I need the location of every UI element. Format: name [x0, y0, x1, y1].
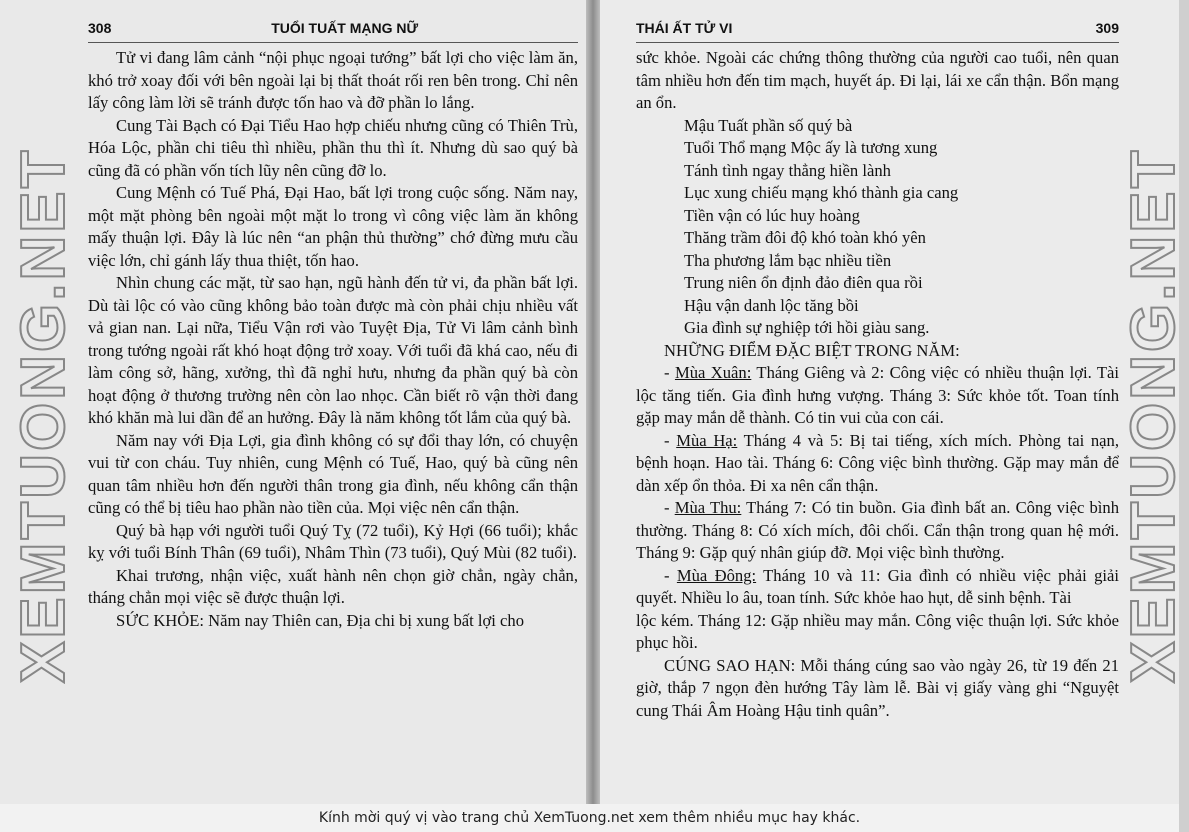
season-paragraph: - Mùa Xuân: Tháng Giêng và 2: Công việc có nhiều thuận lợi. Tài lộc tăng tiến. Gia đình hưng vượng. Tháng 3: Sức khỏe tốt. Toan tính gặp may mắn dễ thành. Có tin vui của con cái.: [636, 363, 1119, 427]
verse-line: Hậu vận danh lộc tăng bồi: [684, 295, 859, 315]
right-page: [592, 0, 1188, 804]
season-text: Tháng Giêng và 2: Công việc có nhiều thuận lợi. Tài lộc tăng tiến. Gia đình hưng vượng. Tháng 3: Sức khỏe tốt. Toan tính gặp may mắn dễ thành. Có tin vui của con cái.: [636, 363, 1119, 427]
verse-line: Tuổi Thổ mạng Mộc ấy là tương xung: [684, 138, 938, 157]
verse-line: Tha phương lắm bạc nhiều tiền: [684, 250, 892, 270]
season-paragraph: - Mùa Hạ: Tháng 4 và 5: Bị tai tiếng, xích mích. Phòng tai nạn, bệnh hoạn. Hao tài. Tháng 6: Công việc bình thường. Gặp may mắn để dàn xếp ổn thỏa. Đi xa nên cẩn thận.: [636, 430, 1119, 495]
footer-banner: Kính mời quý vị vào trang chủ XemTuong.net xem thêm nhiều mục hay khác.: [0, 804, 1179, 832]
watermark-left: XEMTUONG.NET: [9, 147, 78, 683]
verse-line: Thăng trầm đôi độ khó toàn khó yên: [684, 228, 926, 247]
verse-line: Lục xung chiếu mạng khó thành gia cang: [684, 183, 959, 202]
right-page-header: [636, 20, 1119, 43]
left-page-header: [88, 20, 578, 43]
left-page: [0, 0, 592, 804]
verse-line: Tiền vận có lúc huy hoàng: [684, 205, 860, 225]
right-opening-paragraph: sức khỏe. Ngoài các chứng thông thường của người cao tuổi, nên quan tâm nhiều hơn đến tim mạch, huyết áp. Đi lại, lái xe cẩn thận. Bổn mạng an ổn.: [636, 48, 1119, 112]
left-running-header: TUỔI TUẤT MẠNG NỮ: [271, 20, 419, 36]
season-paragraph: - Mùa Thu: Tháng 7: Có tin buồn. Gia đình bất an. Công việc bình thường. Tháng 8: Có xích mích, đôi chối. Cẩn thận trong quan hệ mới. Tháng 9: Gặp quý nhân giúp đỡ. Mọi việc bình thường.: [636, 498, 1120, 562]
season-continuation: lộc kém. Tháng 12: Gặp nhiều may mắn. Công việc thuận lợi. Sức khỏe phục hồi.: [636, 610, 1119, 652]
special-heading: NHỮNG ĐIỂM ĐẶC BIỆT TRONG NĂM:: [664, 340, 960, 360]
book-gutter: [586, 0, 600, 804]
closing-paragraph: CÚNG SAO HẠN: Mỗi tháng cúng sao vào ngày 26, từ 19 đến 21 giờ, thắp 7 ngọn đèn hướng Tây làm lễ. Bài vị giấy vàng ghi “Nguyệt cung Thái Âm Hoàng Hậu tinh quân”.: [636, 655, 1119, 720]
left-paragraph: Khai trương, nhận việc, xuất hành nên chọn giờ chẳn, ngày chẳn, tháng chẳn mọi việc sẽ được thuận lợi.: [88, 565, 578, 607]
left-paragraph: Quý bà hạp với người tuổi Quý Tỵ (72 tuổi), Kỷ Hợi (66 tuổi); khắc kỵ với tuổi Bính Thân (69 tuổi), Nhâm Thìn (73 tuổi), Quý Mùi (82 tuổi).: [88, 520, 578, 562]
left-paragraph: SỨC KHỎE: Năm nay Thiên can, Địa chi bị xung bất lợi cho: [116, 610, 524, 630]
right-running-header: THÁI ẤT TỬ VI: [636, 20, 733, 36]
season-name: Mùa Thu:: [674, 498, 742, 517]
verse-line: Gia đình sự nghiệp tới hồi giàu sang.: [684, 318, 930, 337]
verse-line: Tánh tình ngay thẳng hiền lành: [684, 160, 891, 180]
left-page-number: 308: [88, 20, 112, 36]
left-paragraph: Nhìn chung các mặt, từ sao hạn, ngũ hành đến tử vi, đa phần bất lợi. Dù tài lộc có vào cũng không bảo toàn được mà còn phải chịu nhiều vất vả gian nan. Lại nữa, Tiểu Vận rơi vào Tuyệt Địa, Tử Vi lâm cảnh bình trong tướng ngoài rất khó hoạt động trở xoay. Với tuổi đã khá cao, nếu đi làm công sở, hãng, xưởng, thì đã nghỉ hưu, nhưng đa phần quý bà còn hoạt động ở thương trường nên còn lao nhọc. Cần biết rõ vận thời đang khó khăn mà lui dần để an hưởng. Đây là năm không tốt lắm của quý bà.: [88, 273, 578, 427]
season-text: Tháng 7: Có tin buồn. Gia đình bất an. Công việc bình thường. Tháng 8: Có xích mích, đôi chối. Cẩn thận trong quan hệ mới. Tháng 9: Gặp quý nhân giúp đỡ. Mọi việc bình thường.: [636, 498, 1120, 562]
right-page-number: 309: [1095, 20, 1119, 36]
season-paragraph: - Mùa Đông: Tháng 10 và 11: Gia đình có nhiều việc phải giải quyết. Nhiều lo âu, toan tính. Sức khỏe hao hụt, dễ sinh bệnh. Tài: [636, 565, 1119, 607]
season-text: Tháng 10 và 11: Gia đình có nhiều việc phải giải quyết. Nhiều lo âu, toan tính. Sức khỏe hao hụt, dễ sinh bệnh. Tài: [636, 565, 1119, 607]
season-name: Mùa Hạ:: [676, 430, 738, 450]
left-paragraph: Cung Mệnh có Tuế Phá, Đại Hao, bất lợi trong cuộc sống. Năm nay, một mặt phòng bên ngoài một mặt lo trong vì công việc làm ăn không mấy thuận lợi. Đây là lúc nên “an phận thủ thường” chớ đừng mưu cầu việc lớn, chỉ gánh lấy thua thiệt, tốn hao.: [88, 183, 578, 270]
left-paragraph: Năm nay với Địa Lợi, gia đình không có sự đổi thay lớn, có chuyện vui từ con cháu. Tuy nhiên, cung Mệnh có Tuế, Hao, quý bà cũng nên quan tâm nhiều hơn đến người thân trong gia đình, nếu không cẩn thận cũng có thể bị tiêu hao phần nào tiền của. Mọi việc nên cẩn thận.: [88, 430, 578, 517]
season-name: Mùa Xuân:: [674, 363, 752, 382]
watermark-right: XEMTUONG.NET: [1119, 147, 1188, 683]
left-paragraph: Cung Tài Bạch có Đại Tiểu Hao hợp chiếu nhưng cũng có Thiên Trù, Hóa Lộc, phần chi tiêu thì nhiều, phần thu thì ít. Nhưng dù sao quý bà cũng đã có phần vốn tích lũy nên cũng đỡ lo.: [88, 115, 578, 180]
season-name: Mùa Đông:: [676, 565, 757, 585]
left-paragraph: Tử vi đang lâm cảnh “nội phục ngoại tướng” bất lợi cho việc làm ăn, khó trở xoay đối với bên ngoài lại bị thất thoát rối ren bên trong. Chỉ nên lấy công làm lời sẽ tránh được tốn hao và đỡ phần lo lắng.: [88, 48, 578, 112]
verse-line: Mậu Tuất phần số quý bà: [684, 115, 853, 135]
verse-line: Trung niên ổn định đảo điên qua rồi: [684, 273, 923, 292]
season-text: Tháng 4 và 5: Bị tai tiếng, xích mích. Phòng tai nạn, bệnh hoạn. Hao tài. Tháng 6: Công việc bình thường. Gặp may mắn để dàn xếp ổn thỏa. Đi xa nên cẩn thận.: [636, 430, 1119, 495]
